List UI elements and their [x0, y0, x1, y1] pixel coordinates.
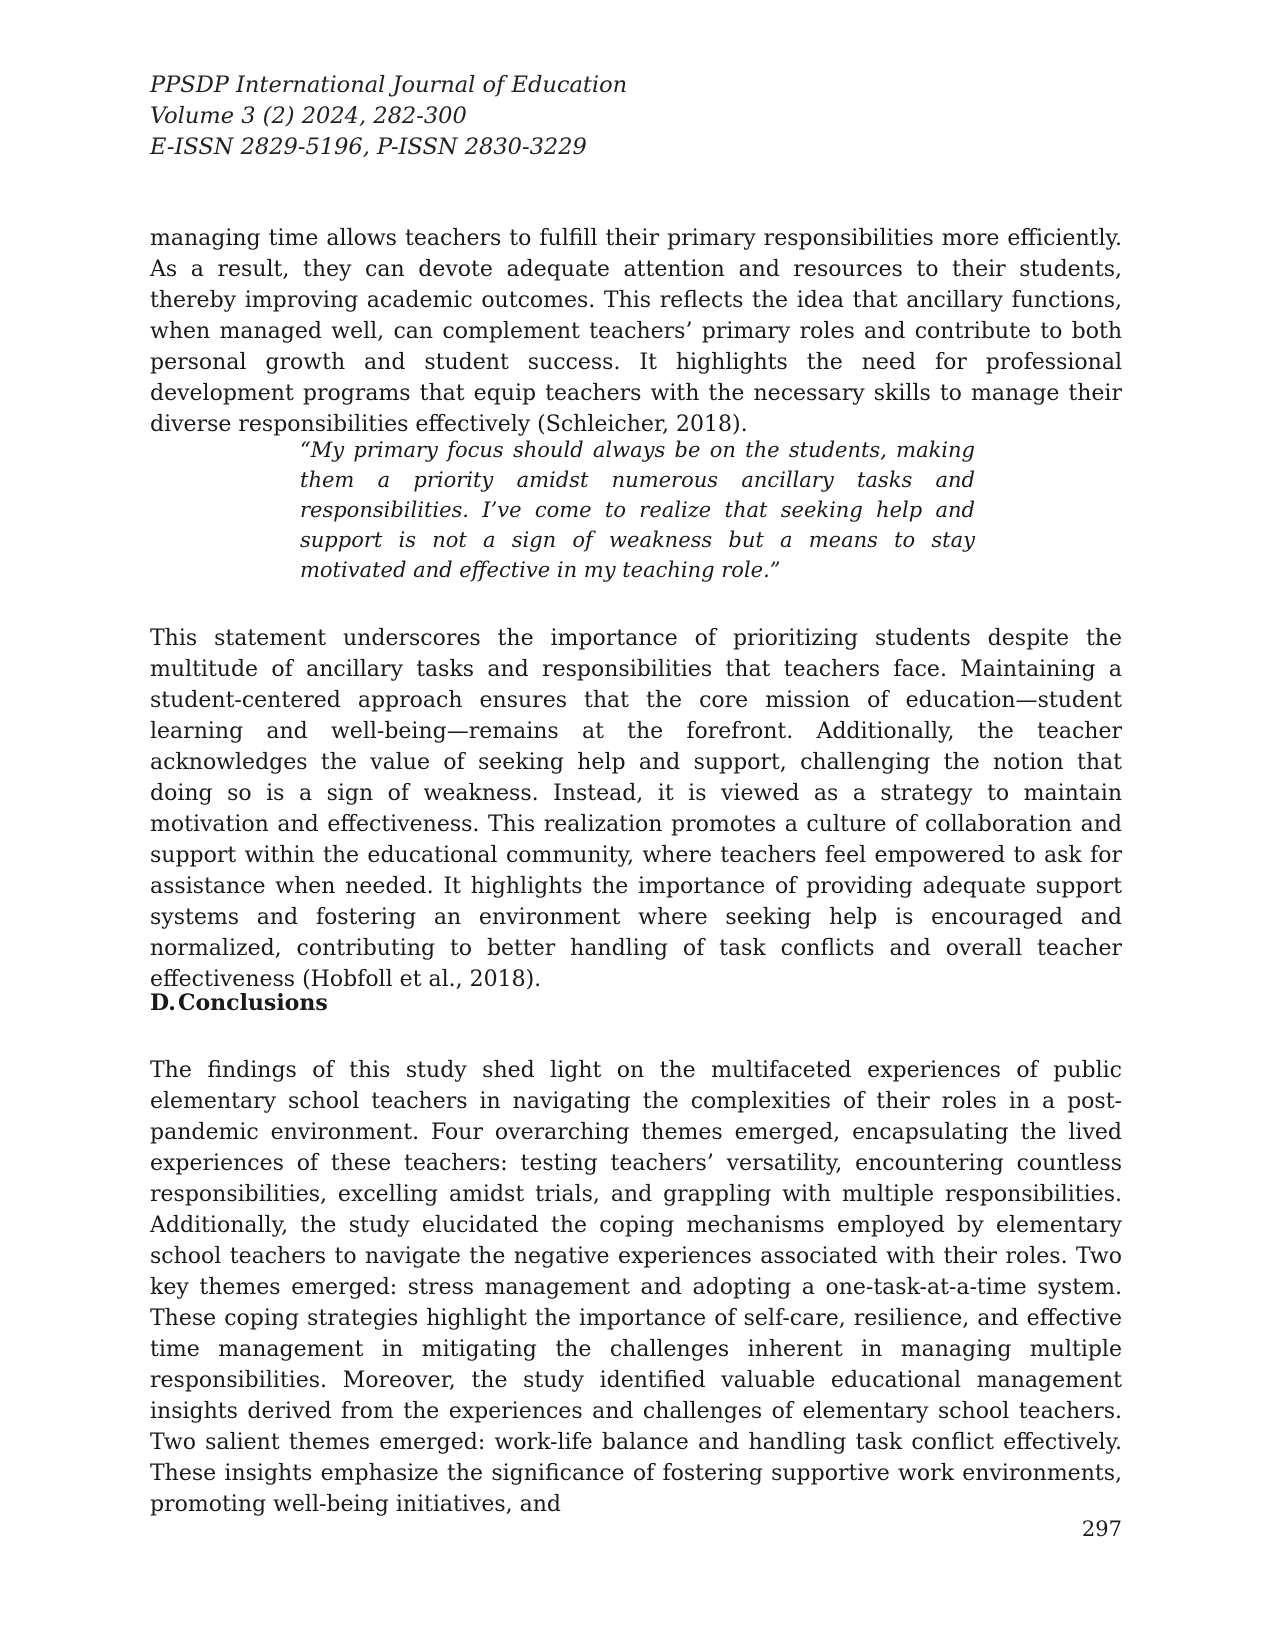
block-quote: “My primary focus should always be on the students, making them a priority amidst numerous ancillary tasks and responsibilities. I’ve come to realize that seeking help and support is not a sign of weakness but a means to stay motivated and effective in my teaching role.” — [300, 438, 975, 582]
body-paragraph-3: The findings of this study shed light on the multifaceted experiences of public elementary school teachers in navigating the complexities of their roles in a post-pandemic environment. Four overarching themes emerged, encapsulating the lived experiences of these teachers: testing teachers’ versatility, encountering countless responsibilities, excelling amidst trials, and grappling with multiple responsibilities. Additionally, the study elucidated the coping mechanisms employed by elementary school teachers to navigate the negative experiences associated with their roles. Two key themes emerged: stress management and adopting a one-task-at-a-time system. These coping strategies highlight the importance of self-care, resilience, and effective time management in mitigating the challenges inherent in managing multiple responsibilities. Moreover, the study identified valuable educational management insights derived from the experiences and challenges of elementary school teachers. Two salient themes emerged: work-life balance and handling task conflict effectively. These insights emphasize the significance of fostering supportive work environments, promoting well-being initiatives, and — [150, 1058, 1122, 1517]
body-paragraph-2: This statement underscores the importance of prioritizing students despite the multitude of ancillary tasks and responsibilities that teachers face. Maintaining a student-centered approach ensures that the core mission of education—student learning and well-being—remains at the forefront. Additionally, the teacher acknowledges the value of seeking help and support, challenging the notion that doing so is a sign of weakness. Instead, it is viewed as a strategy to maintain motivation and effectiveness. This realization promotes a culture of collaboration and support within the educational community, where teachers feel empowered to ask for assistance when needed. It highlights the importance of providing adequate support systems and fostering an environment where seeking help is encouraged and normalized, contributing to better handling of task conflicts and overall teacher effectiveness (Hobfoll et al., 2018). — [150, 626, 1122, 992]
body-paragraph-1: managing time allows teachers to fulfill their primary responsibilities more efficiently. As a result, they can devote adequate attention and resources to their students, thereby improving academic outcomes. This reflects the idea that ancillary functions, when managed well, can complement teachers’ primary roles and contribute to both personal growth and student success. It highlights the need for professional development programs that equip teachers with the necessary skills to manage their diverse responsibilities effectively (Schleicher, 2018). — [150, 226, 1122, 437]
document-page — [150, 70, 1122, 1630]
section-number: D. — [150, 990, 176, 1016]
journal-issn: E-ISSN 2829-5196, P-ISSN 2830-3229 — [150, 134, 587, 160]
journal-title: PPSDP International Journal of Education — [150, 72, 628, 98]
journal-volume: Volume 3 (2) 2024, 282-300 — [150, 103, 467, 129]
journal-header — [150, 70, 1122, 163]
page-number: 297 — [1081, 1517, 1122, 1541]
section-title: Conclusions — [178, 990, 328, 1016]
section-heading — [150, 988, 328, 1018]
